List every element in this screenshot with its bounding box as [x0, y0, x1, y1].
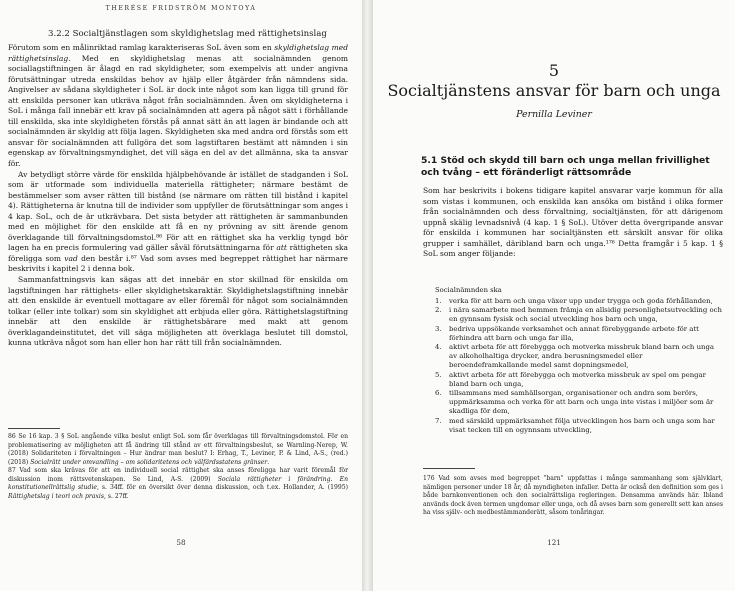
list-item: [435, 371, 723, 389]
list-item-number: 7.: [435, 416, 442, 425]
list-item: [435, 389, 723, 417]
left-body-text: [8, 43, 348, 349]
law-list: [435, 297, 723, 435]
paragraph: Av betydligt större värde för enskilda hjälpbehövande är istället de stadganden i SoL som är utformade som individuella materiella rättigheter; närmare bestämt de bestämmelser som avser rätten till bistånd (se närmare om rätten till bistånd i kapitel 4). Rättigheterna är knutna till de individer som uppfyller de förutsättningar som anges i 4 kap. SoL, och de är utkrävbara. Det sista betyder att rättigheten är sammanbunden med en möjlighet för den enskilde att få en ny prövning av sitt ärende genom överklagande till förvaltningsdomstol.⁸⁶ För att en rättighet ska ha verklig tyngd bör lagen ha en precis formulering vad gäller såväl förutsättningarna för att rättigheten ska föreligga som vad den består i.⁸⁷ Vad som avses med begreppet rättighet har närmare beskrivits i kapitel 2 i denna bok.: [8, 169, 348, 274]
list-item-number: 5.: [435, 370, 442, 379]
subsection-title-line: och tvång – ett föränderligt rättsområde: [421, 166, 632, 178]
right-page: [373, 0, 735, 591]
chapter-number: 5: [548, 61, 560, 80]
list-item: [435, 297, 723, 306]
list-item-text: aktivt arbeta för att förebygga och motverka missbruk av spel om pengar bland barn och unga,: [449, 370, 706, 388]
list-item-text: med särskild uppmärksamhet följa utvecklingen hos barn och unga som har visat tecken till en ogynnsam utveckling,: [449, 416, 715, 434]
subsection-title: [421, 155, 721, 178]
intro-paragraph: [423, 186, 723, 260]
italic-text: att: [276, 243, 287, 253]
italic-text: Socialrätt under omvandling – om solidaritetens och välfärdsstatens gränser: [30, 458, 268, 466]
paragraph: Förutom som en målinriktad ramlag karakteriseras SoL även som en skyldighetslag med rättighetsinslag. Med en skyldighetslag menas att socialnämnden genom sociallagstiftningen är ålagd en rad skyldigheter, som exempelvis att under angivna förutsättningar utreda enskildas behov av hjälp eller åtgärder från nämndens sida. Angivelser av sådana skyldigheter i SoL är dock inte något som kan ligga till grund för att enskilda personer kan utkräva något från socialnämnden. Även om skyldigheterna i SoL i många fall innebär ett krav på socialnämnden att agera på något sätt i förhållande till enskilda, ska inte skyldigheten förstås på annat sätt än att lagen är bindande och att socialnämnden är skyldig att följa lagen. Skyldigheten ska med andra ord förstås som ett ansvar för socialnämnden att fullgöra det som lagstiftaren bestämt att nämnden i sin egenskap av förvaltningsmyndighet, det vill säga en del av det allmänna, ska ta ansvar för.: [8, 43, 349, 169]
chapter-title: Socialtjänstens ansvar för barn och unga: [387, 81, 721, 100]
paragraph: Som har beskrivits i bokens tidigare kapitel ansvarar varje kommun för alla som vistas i kommunen, och enskilda kan ansöka om bistånd i olika former från socialnämnden och dess förvaltning, socialtjänsten, för att därigenom uppnå skälig levnadsnivå (4 kap. 1 § SoL). Utöver detta övergripande ansvar för enskilda i kommunen har socialtjänsten ett särskilt ansvar för olika grupper i samhället, däribland barn och unga.¹⁷⁶ Detta framgår i 5 kap. 1 § SoL som anger följande:: [423, 186, 723, 259]
list-item: [435, 306, 723, 324]
list-item-text: verka för att barn och unga växer upp under trygga och goda förhållanden,: [449, 297, 713, 305]
subsection-title-line: 5.1 Stöd och skydd till barn och unga mellan frivillighet: [421, 155, 710, 166]
right-footnotes: [423, 475, 723, 518]
chapter-author: Pernilla Leviner: [516, 109, 592, 120]
book-gutter: [362, 0, 373, 591]
footnote: 86 Se 16 kap. 3 § SoL angående vilka beslut enligt SoL som får överklagas till förvaltningsdomstol. För en problematisering av möjligheten att få ändring till stånd av ett förvaltningsbeslut, se Warnling-Nerep, W. (2018) Solidariteten i förvaltningen – Hur ändrar man beslut? I: Erhag, T., Leviner, P. & Lind, A-S., (red.) (2018) Socialrätt under omvandling – om solidaritetens och välfärdsstatens gränser.: [8, 433, 348, 466]
list-item-number: 1.: [435, 297, 442, 305]
italic-text: Sociala rättigheter i förändring. En konstitutionellrättslig studie: [8, 475, 348, 492]
list-item-text: bedriva uppsökande verksamhet och annat förebyggande arbete för att förhindra att barn och unga far illa,: [449, 324, 699, 342]
list-item-text: aktivt arbeta för att förebygga och motverka missbruk bland barn och unga av alkoholhaltiga drycker, andra berusningsmedel eller beroendeframkallande medel samt dopningsmedel,: [449, 343, 714, 370]
section-title: 3.2.2 Socialtjänstlagen som skyldighetslag med rättighetsinslag: [48, 29, 327, 39]
italic-text: skyldighetslag med rättighetsinslag: [8, 43, 349, 63]
footnote: 176 Vad som avses med begreppet "barn" uppfattas i många sammanhang som självklart, nämligen personer under 18 år, då myndigheten infaller. Detta är också den definition som ges i både barnkonventionen och den socialrättsliga regleringen. Densamma används här. Ibland används dock även termen ungdomar eller unga, och då avses barn som generellt sett kan anses ha viss själv- och medbestämmanderätt, såsom tonåringar.: [423, 475, 723, 517]
footnote-rule: [423, 468, 475, 469]
list-item-number: 3.: [435, 324, 442, 333]
list-item-number: 2.: [435, 306, 442, 315]
quote-label: Socialnämnden ska: [435, 286, 502, 294]
list-item-number: 4.: [435, 343, 442, 352]
footnote-rule: [8, 428, 60, 429]
footnote: 87 Vad som ska krävas för att en individuell social rättighet ska anses föreligga har varit föremål för diskussion inom rättsvetenskapen. Se Lind, A-S. (2009) Sociala rättigheter i förändring. En konstitutionellrättslig studie, s. 34ff. för en översikt över denna diskussion, och t.ex. Hollander, A. (1995) Rättighetslag i teori och praxis, s. 27ff.: [8, 467, 348, 500]
italic-text: vad: [64, 253, 78, 263]
left-page: [0, 0, 362, 591]
paragraph: Sammanfattningsvis kan sägas att det innebär en stor skillnad för enskilda om lagstiftningen har rättighets- eller skyldighetskaraktär. Skyldighetslagstiftning innebär att den enskilde är eventuell mottagare av eller föremål för något som socialnämnden tolkar (eller inte tolkar) som sin skyldighet att erbjuda eller göra. Rättighetslagstiftning innebär att den enskilde är rättighetsbärare med makt att genom överklagandeinstitutet, det vill säga möjligheten att överklaga beslutet till domstol, kunna utkräva något som han eller hon har rätt till från socialnämnden.: [8, 275, 348, 348]
italic-text: Rättighetslag i teori och praxis: [8, 492, 104, 500]
left-footnotes: [8, 433, 348, 501]
page-number: 121: [547, 538, 561, 547]
list-item: [435, 343, 723, 371]
list-item: [435, 325, 723, 343]
list-item-text: tillsammans med samhällsorgan, organisationer och andra som berörs, uppmärksamma och verka för att barn och unga inte vistas i miljöer som är skadliga för dem,: [449, 389, 714, 416]
running-head: THERÉSE FRIDSTRÖM MONTOYA: [105, 5, 257, 12]
list-item: [435, 417, 723, 435]
list-item-number: 6.: [435, 389, 442, 398]
list-item-text: i nära samarbete med hemmen främja en allsidig personlighetsutveckling och en gynnsam fysisk och social utveckling hos barn och unga,: [449, 306, 722, 324]
page-number: 58: [176, 538, 186, 547]
